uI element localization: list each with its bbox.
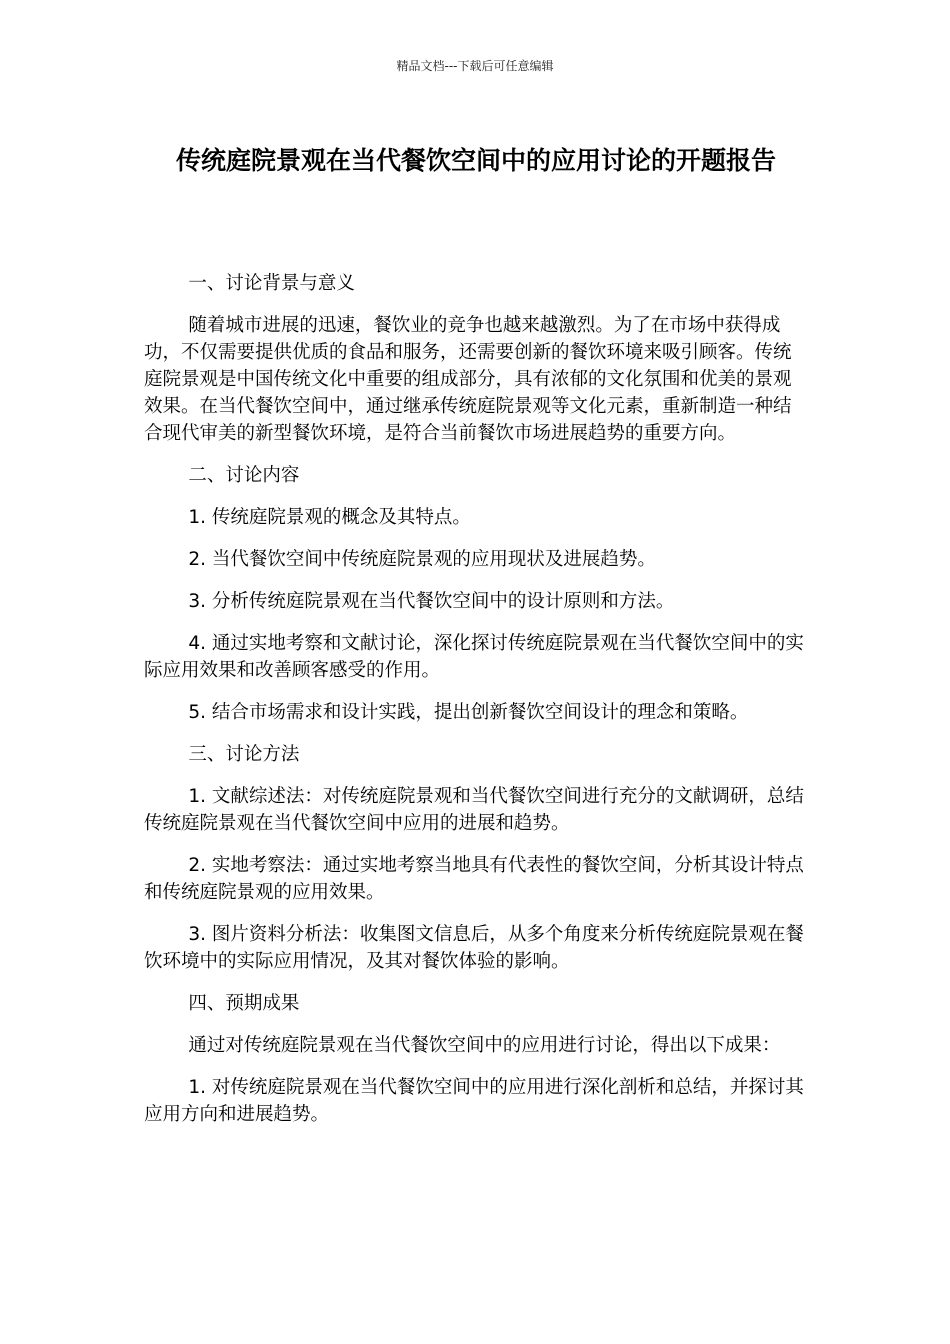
section-heading-outcomes: 四、预期成果 — [188, 993, 300, 1014]
document-title: 传统庭院景观在当代餐饮空间中的应用讨论的开题报告 — [175, 146, 776, 175]
section-heading-methods: 三、讨论方法 — [188, 744, 300, 765]
section-heading-background: 一、讨论背景与意义 — [188, 273, 355, 294]
content-item-4: 4. 通过实地考察和文献讨论，深化探讨传统庭院景观在当代餐饮空间中的实际应用效果和改善顾客感受的作用。 — [144, 633, 804, 681]
content-item-3: 3. 分析传统庭院景观在当代餐饮空间中的设计原则和方法。 — [188, 591, 675, 612]
paragraph-background: 随着城市进展的迅速，餐饮业的竞争也越来越激烈。为了在市场中获得成功，不仅需要提供优质的食品和服务，还需要创新的餐饮环境来吸引顾客。传统庭院景观是中国传统文化中重要的组成部分，具有浓郁的文化氛围和优美的景观效果。在当代餐饮空间中，通过继承传统庭院景观等文化元素，重新制造一种结合现代审美的新型餐饮环境，是符合当前餐饮市场进展趋势的重要方向。 — [144, 315, 792, 444]
paragraph-outcomes-intro: 通过对传统庭院景观在当代餐饮空间中的应用进行讨论，得出以下成果： — [188, 1035, 781, 1056]
section-heading-content: 二、讨论内容 — [188, 465, 300, 486]
method-item-1: 1. 文献综述法：对传统庭院景观和当代餐饮空间进行充分的文献调研，总结传统庭院景观在当代餐饮空间中应用的进展和趋势。 — [144, 786, 804, 834]
method-item-3: 3. 图片资料分析法：收集图文信息后，从多个角度来分析传统庭院景观在餐饮环境中的实际应用情况，及其对餐饮体验的影响。 — [144, 924, 804, 972]
content-item-1: 1. 传统庭院景观的概念及其特点。 — [188, 507, 471, 528]
header-note: 精品文档---下载后可任意编辑 — [396, 59, 554, 73]
document-body — [144, 270, 808, 1143]
content-item-5: 5. 结合市场需求和设计实践，提出创新餐饮空间设计的理念和策略。 — [188, 702, 749, 723]
method-item-2: 2. 实地考察法：通过实地考察当地具有代表性的餐饮空间，分析其设计特点和传统庭院景观的应用效果。 — [144, 855, 804, 903]
content-item-2: 2. 当代餐饮空间中传统庭院景观的应用现状及进展趋势。 — [188, 549, 656, 570]
outcome-item-1: 1. 对传统庭院景观在当代餐饮空间中的应用进行深化剖析和总结，并探讨其应用方向和进展趋势。 — [144, 1077, 804, 1125]
